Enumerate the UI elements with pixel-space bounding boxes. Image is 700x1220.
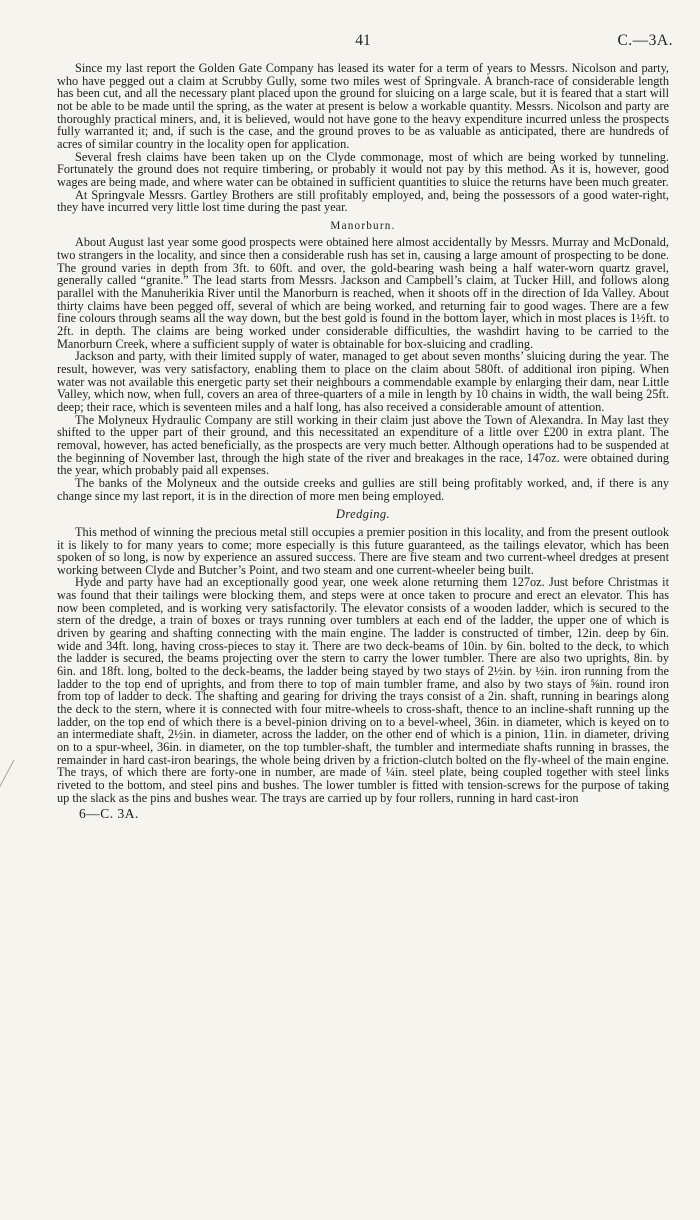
page-number: 41 xyxy=(355,32,371,49)
paragraph: Hyde and party have had an exceptionally good year, one week alone returning them 127oz. Just before Christmas it was found that their tailings were blocking them, and steps were at once taken to procure and erect an elevator. This has now been completed, and is working very satisfactorily. The elevator consists of a wooden ladder, which is secured to the stern of the dredge, a train of boxes or trays running over tumblers at each end of the ladder, the upper one of which is driven by gearing and shafting connecting with the main engine. The ladder is constructed of timber, 12in. deep by 6in. wide and 34ft. long, having cross-pieces to stay it. There are two deck-beams of 10in. by 6in. bolted to the deck, to which the ladder is secured, the beams projecting over the stern to carry the lower tumbler. There are also two uprights, 8in. by 6in. and 18ft. long, bolted to the deck-beams, the ladder being stayed by two stays of 2½in. by ½in. iron running from the ladder to the top end of uprights, and from there to top of main tumbler frame, and also by two stays of ⅝in. round iron from top of ladder to deck. The shafting and gearing for driving the trays consist of a 2in. shaft, running in bearings along the deck to the stern, where it is connected with four mitre-wheels to cross-shaft, thence to an incline-shaft running up the ladder, on the top end of which there is a bevel-pinion driving on to a bevel-wheel, 36in. in diameter, which is keyed on to an intermediate shaft, 2½in. in diameter, across the ladder, on the other end of which is a pinion, 11in. in diameter, driving on to a spur-wheel, 36in. in diameter, on the top tumbler-shaft, the tumbler and intermediate shafts running in brasses, the remainder in hard cast-iron bearings, the whole being driven by a friction-clutch bolted on the fly-wheel of the main engine. The trays, of which there are forty-one in number, are made of ¼in. steel plate, being coupled together with steel links riveted to the bottom, and steel pins and bushes. The lower tumbler is fitted with tension-screws for the purpose of taking up the slack as the pins and bushes wear. The trays are carried up by four rollers, running in hard cast-iron xyxy=(57,575,669,805)
section-manorburn xyxy=(57,220,669,502)
section-clyde xyxy=(57,62,669,214)
paragraph: This method of winning the precious metal still occupies a premier position in this locality, and from the present outlook it is likely to for many years to come; more especially is this future guaranteed, as the tailings elevator, which has been spoken of so long, is now by experience an assured success. There are five steam and two current-wheel dredges at present working between Clyde and Butcher’s Point, and two steam and one current-wheeler being built. xyxy=(57,524,669,577)
paragraph: At Springvale Messrs. Gartley Brothers are still profitably employed, and, being the possessors of a good water-right, they have incurred very little lost time during the past year. xyxy=(57,187,669,215)
section-heading: Dredging. xyxy=(335,507,391,522)
section-dredging xyxy=(57,508,669,804)
document-page xyxy=(57,32,673,822)
paragraph: Jackson and party, with their limited supply of water, managed to get about seven months’ sluicing during the year. The result, however, was very satisfactory, enabling them to place on the claim about 580ft. of additional iron piping. When water was not available this energetic party set their neighbours a commendable example by enlarging their dam, near Little Valley, which now, when full, covers an area of three-quarters of a mile in length by 10 chains in width, the wall being 25ft. deep; their race, which is seventeen miles and a half long, has also received a considerable amount of attention. xyxy=(57,349,669,414)
paragraph: The Molyneux Hydraulic Company are still working in their claim just above the Town of Alexandra. In May last they shifted to the upper part of their ground, and this necessitated an expenditure of a little over £200 in extra plant. The removal, however, has acted beneficially, as the prospects are very much better. Although operations had to be suspended at the beginning of November last, through the high state of the river and breakages in the race, 147oz. were obtained during the year, which probably paid all expenses. xyxy=(57,412,669,478)
paragraph: Since my last report the Golden Gate Company has leased its water for a term of years to Messrs. Nicolson and party, who have pegged out a claim at Scrubby Gully, some two miles west of Springvale. A branch-race of considerable length has been cut, and all the necessary plant placed upon the ground for sluicing on a large scale, but it is feared that a start will not be able to be made until the spring, as the water at present is below a workable quantity. Messrs. Nicolson and party are thoroughly practical miners, and, it is believed, would not have gone to the heavy expenditure incurred unless the prospects fully warranted it; and, if such is the case, and the ground proves to be as valuable as anticipated, there are hundreds of acres of similar country in the locality open for application. xyxy=(57,61,669,151)
paragraph: Several fresh claims have been taken up on the Clyde commonage, most of which are being worked by tunneling. Fortunately the ground does not require timbering, or probably it would not pay by this method. As it is, however, good wages are being made, and where water can be obtained in sufficient quantities to sluice the returns have been much greater. xyxy=(57,149,669,189)
paragraph: About August last year some good prospects were obtained here almost accidentally by Messrs. Murray and McDonald, two strangers in the locality, and since then a considerable rush has set in, causing a large amount of prospecting to be done. The ground varies in depth from 3ft. to 60ft. and over, the gold-bearing wash being a half water-worn quartz gravel, generally called “granite.” The lead starts from Messrs. Jackson and Campbell’s claim, at Tucker Hill, and follows along parallel with the Manuherikia River until the Manorburn is reached, when it shoots off in the direction of Ida Valley. About thirty claims have been pegged off, several of which are being worked, and returning fair to good wages. There are a few fine colours through seams all the way down, but the best gold is found in the bottom layer, which in most places is 1½ft. to 2ft. in depth. The claims are being worked under considerable difficulties, the washdirt having to be carried to the Manorburn Creek, where a sufficient supply of water is obtainable for box-sluicing and cradling. xyxy=(57,235,669,351)
section-heading: Manorburn. xyxy=(330,219,396,232)
document-reference: C.—3A. xyxy=(617,32,673,49)
page-header xyxy=(57,32,673,62)
signature-mark: 6—C. 3A. xyxy=(79,806,139,822)
margin-pencil-mark xyxy=(0,760,14,789)
paragraph: The banks of the Molyneux and the outside creeks and gullies are still being profitably worked, and, if there is any change since my last report, it is in the direction of more men being employed. xyxy=(57,475,669,503)
